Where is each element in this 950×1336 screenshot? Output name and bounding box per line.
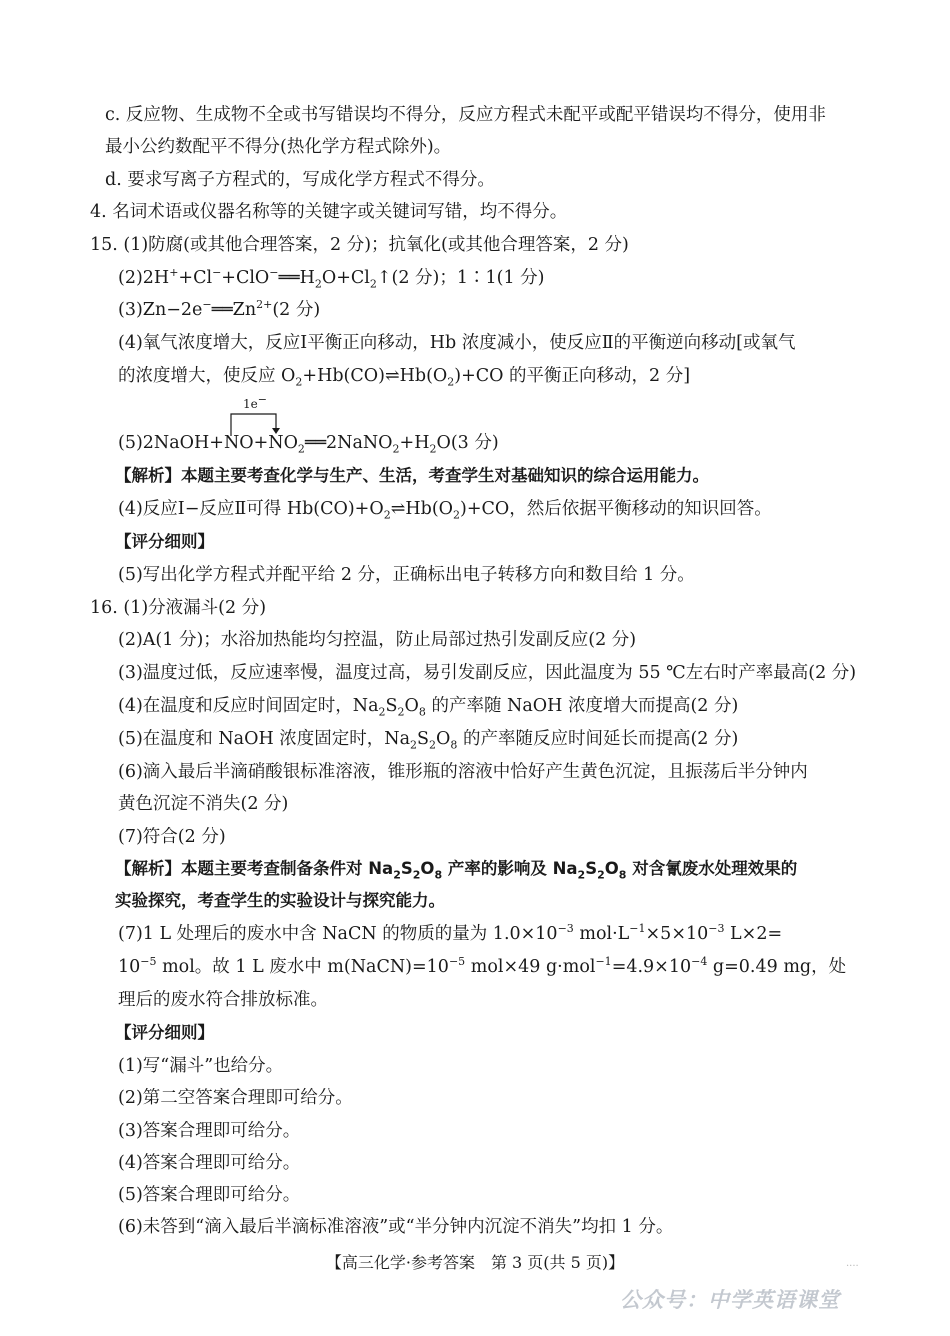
text: S xyxy=(385,696,398,716)
text: 对含氰废水处理效果的 xyxy=(632,859,798,878)
sub: 2 xyxy=(369,277,377,291)
q16-scoring-heading: 【评分细则】 xyxy=(115,1023,214,1042)
line-d: d. 要求写离子方程式的，写成化学方程式不得分。 xyxy=(105,170,495,190)
q15-4: (4)氧气浓度增大，反应Ⅰ平衡正向移动，Hb 浓度减小，使反应Ⅱ的平衡逆向移动[或氧气 xyxy=(118,333,796,353)
sup: −3 xyxy=(708,922,725,936)
text: ×5×10 xyxy=(645,924,709,944)
watermark: 公众号：中学英语课堂 xyxy=(620,1288,840,1312)
text: ══2NaNO xyxy=(304,433,393,453)
sup: −3 xyxy=(557,922,574,936)
text: S xyxy=(585,859,598,878)
q16-7: (7)符合(2 分) xyxy=(118,827,226,847)
sup: −4 xyxy=(691,955,708,969)
text: +ClO xyxy=(221,268,270,288)
text: (4)反应Ⅰ−反应Ⅱ可得 Hb(CO)+O xyxy=(118,499,384,519)
q16-scoring-2: (2)第二空答案合理即可给分。 xyxy=(118,1088,353,1108)
text: g=0.49 mg，处 xyxy=(712,957,847,977)
text: 的产率随 NaOH 浓度增大而提高(2 分) xyxy=(431,696,739,716)
sub: 2 xyxy=(412,868,421,882)
sub: 8 xyxy=(618,868,627,882)
line-4: 4. 名词术语或仪器名称等的关键字或关键词写错，均不得分。 xyxy=(90,202,568,222)
text: +Cl xyxy=(178,268,213,288)
text: S xyxy=(400,859,413,878)
sup: 2+ xyxy=(256,298,273,312)
q16-6: (6)滴入最后半滴硝酸银标准溶液，锥形瓶的溶液中恰好产生黄色沉淀，且振荡后半分钟内 xyxy=(118,762,808,782)
q15-scoring-5: (5)写出化学方程式并配平给 2 分，正确标出电子转移方向和数目给 1 分。 xyxy=(118,565,695,585)
sub: 2 xyxy=(429,738,437,752)
q16-scoring-1: (1)写“漏斗”也给分。 xyxy=(118,1056,284,1076)
text: +H xyxy=(399,433,430,453)
sup: − xyxy=(257,393,267,406)
text: L×2= xyxy=(730,924,783,944)
sup: − xyxy=(202,298,212,312)
sub: 2 xyxy=(295,375,303,389)
text: (2 分) xyxy=(272,300,321,320)
text: mol·L xyxy=(579,924,630,944)
line-c-cont: 最小公约数配平不得分(热化学方程式除外)。 xyxy=(105,137,452,157)
text: O(3 分) xyxy=(436,433,499,453)
sub: 2 xyxy=(429,442,437,456)
q16-6-cont: 黄色沉淀不消失(2 分) xyxy=(118,794,289,814)
sub: 2 xyxy=(597,868,605,882)
q15-2 xyxy=(118,266,544,290)
text: O+Cl xyxy=(321,268,370,288)
text: 产率的影响及 Na xyxy=(447,859,578,878)
q15-analysis-4 xyxy=(118,497,772,521)
sub: 2 xyxy=(393,868,401,882)
text: 【解析】本题主要考查制备条件对 Na xyxy=(115,859,394,878)
text: S xyxy=(417,729,430,749)
q16-scoring-4: (4)答案合理即可给分。 xyxy=(118,1153,301,1173)
q16-analysis-7-cont xyxy=(118,955,846,979)
sup: −1 xyxy=(595,955,612,969)
decorative-dots: .... xyxy=(846,1258,859,1269)
text: 1e xyxy=(243,397,258,411)
text: (3)Zn−2e xyxy=(118,300,203,320)
sub: 8 xyxy=(434,868,443,882)
sub: 2 xyxy=(378,705,386,719)
line-c: c. 反应物、生成物不全或书写错误均不得分，反应方程式未配平或配平错误均不得分，使用非 xyxy=(105,105,826,125)
sub: 8 xyxy=(450,738,458,752)
q15-5 xyxy=(118,431,499,455)
sub: 2 xyxy=(410,738,418,752)
text: (5)2NaOH+NO+NO xyxy=(118,433,298,453)
text: +Hb(CO)⇌Hb(O xyxy=(302,366,448,386)
q16-1: 16. (1)分液漏斗(2 分) xyxy=(90,598,267,618)
text: 的浓度增大，使反应 O xyxy=(118,366,296,386)
text: mol×49 g·mol xyxy=(470,957,596,977)
sup: + xyxy=(169,266,179,280)
q16-analysis xyxy=(115,857,797,881)
sup: − xyxy=(212,266,222,280)
text: ↑(2 分)；1∶1(1 分) xyxy=(376,268,545,288)
text: (2)2H xyxy=(118,268,170,288)
sub: 8 xyxy=(418,705,426,719)
q16-2: (2)A(1 分)；水浴加热能均匀控温，防止局部过热引发副反应(2 分) xyxy=(118,630,637,650)
sub: 2 xyxy=(314,277,322,291)
page-footer: 【高三化学·参考答案 第 3 页(共 5 页)】 xyxy=(325,1253,625,1272)
text: 10 xyxy=(118,957,141,977)
sup: −5 xyxy=(448,955,466,969)
text: ⇌Hb(O xyxy=(390,499,453,519)
q16-analysis-7 xyxy=(118,922,782,946)
q16-3: (3)温度过低，反应速率慢，温度过高，易引发副反应，因此温度为 55 ℃左右时产率最高(2 分) xyxy=(118,663,857,683)
text: mol。故 1 L 废水中 m(NaCN)=10 xyxy=(162,957,449,977)
q16-scoring-3: (3)答案合理即可给分。 xyxy=(118,1121,301,1141)
text: )+CO，然后依据平衡移动的知识回答。 xyxy=(460,499,772,519)
q16-5 xyxy=(118,727,738,751)
text: (4)在温度和反应时间固定时，Na xyxy=(118,696,379,716)
text: =4.9×10 xyxy=(611,957,692,977)
electron-label xyxy=(243,393,267,411)
sup: −1 xyxy=(629,922,646,936)
text: (5)在温度和 NaOH 浓度固定时，Na xyxy=(118,729,411,749)
sub: 2 xyxy=(397,705,405,719)
q15-4-cont xyxy=(118,364,690,388)
text: (7)1 L 处理后的废水中含 NaCN 的物质的量为 1.0×10 xyxy=(118,924,558,944)
sub: 2 xyxy=(383,508,391,522)
q15-3 xyxy=(118,298,320,322)
sup: −5 xyxy=(140,955,157,969)
sup: − xyxy=(269,266,279,280)
sub: 2 xyxy=(297,442,305,456)
q16-scoring-6: (6)未答到“滴入最后半滴标准溶液”或“半分钟内沉淀不消失”均扣 1 分。 xyxy=(118,1217,674,1237)
text: O xyxy=(420,859,435,878)
q15-1: 15. (1)防腐(或其他合理答案，2 分)；抗氧化(或其他合理答案，2 分) xyxy=(90,235,629,255)
text: O xyxy=(436,729,451,749)
q16-analysis-7-end: 理后的废水符合排放标准。 xyxy=(118,990,328,1010)
q15-analysis: 【解析】本题主要考查化学与生产、生活，考查学生对基础知识的综合运用能力。 xyxy=(115,466,709,485)
q16-scoring-5: (5)答案合理即可给分。 xyxy=(118,1185,301,1205)
q16-4 xyxy=(118,694,738,718)
sub: 2 xyxy=(392,442,400,456)
q16-analysis-cont: 实验探究，考查学生的实验设计与探究能力。 xyxy=(115,891,445,910)
text: 的产率随反应时间延长而提高(2 分) xyxy=(462,729,739,749)
text: )+CO 的平衡正向移动，2 分] xyxy=(454,366,691,386)
text: O xyxy=(404,696,419,716)
text: ══H xyxy=(278,268,315,288)
text: ══Zn xyxy=(211,300,257,320)
text: O xyxy=(604,859,619,878)
sub: 2 xyxy=(577,868,586,882)
sub: 2 xyxy=(453,508,460,522)
q15-scoring-heading: 【评分细则】 xyxy=(115,532,214,551)
sub: 2 xyxy=(447,375,455,389)
